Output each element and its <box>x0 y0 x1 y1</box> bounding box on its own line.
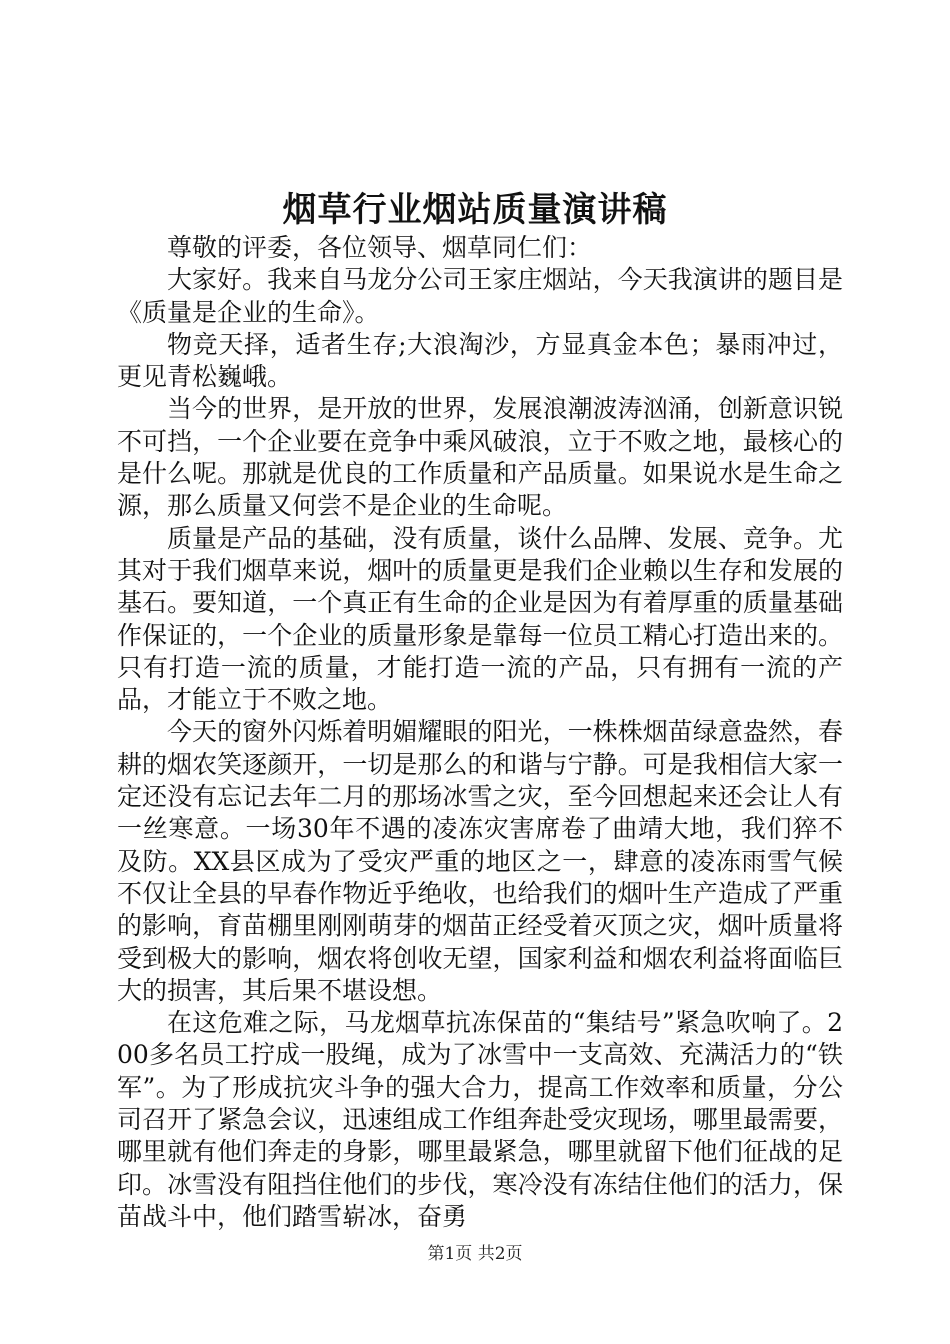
paragraph-intro: 大家好。我来自马龙分公司王家庄烟站，今天我演讲的题目是《质量是企业的生命》。 <box>117 265 843 327</box>
paragraph-disaster: 今天的窗外闪烁着明媚耀眼的阳光，一株株烟苗绿意盎然，春耕的烟农笑逐颜开，一切是那么的和谐与宁静。可是我相信大家一定还没有忘记去年二月的那场冰雪之灾，至今回想起来还会让人有一丝寒意。一场30年不遇的凌冻灾害席卷了曲靖大地，我们猝不及防。XX县区成为了受灾严重的地区之一，肆意的凌冻雨雪气候不仅让全县的早春作物近乎绝收，也给我们的烟叶生产造成了严重的影响，育苗棚里刚刚萌芽的烟苗正经受着灭顶之灾，烟叶质量将受到极大的影响，烟农将创收无望，国家利益和烟农利益将面临巨大的损害，其后果不堪设想。 <box>117 717 843 1005</box>
paragraph-salutation: 尊敬的评委，各位领导、烟草同仁们： <box>167 233 593 262</box>
paragraph-proverb: 物竞天择，适者生存;大浪淘沙，方显真金本色；暴雨冲过，更见青松巍峨。 <box>117 329 843 392</box>
document-body <box>117 232 843 1233</box>
page-number-footer: 第1页 共2页 <box>427 1244 523 1264</box>
paragraph-response: 在这危难之际，马龙烟草抗冻保苗的“集结号”紧急吹响了。200多名员工拧成一股绳，成为了冰雪中一支高效、充满活力的“铁军”。为了形成抗灾斗争的强大合力，提高工作效率和质量，分公司召开了紧急会议，迅速组成工作组奔赴受灾现场，哪里最需要，哪里就有他们奔走的身影，哪里最紧急，哪里就留下他们征战的足印。冰雪没有阻挡住他们的步伐，寒冷没有冻结住他们的活力，保苗战斗中，他们踏雪崭冰，奋勇 <box>117 1008 843 1231</box>
paragraph-quality-foundation: 质量是产品的基础，没有质量，谈什么品牌、发展、竞争。尤其对于我们烟草来说，烟叶的质量更是我们企业赖以生存和发展的基石。要知道，一个真正有生命的企业是因为有着厚重的质量基础作保证的，一个企业的质量形象是靠每一位员工精心打造出来的。只有打造一流的质量，才能打造一流的产品，只有拥有一流的产品，才能立于不败之地。 <box>117 523 843 715</box>
paragraph-world: 当今的世界，是开放的世界，发展浪潮波涛汹涌，创新意识锐不可挡，一个企业要在竞争中乘风破浪，立于不败之地，最核心的是什么呢。那就是优良的工作质量和产品质量。如果说水是生命之源，那么质量又何尝不是企业的生命呢。 <box>117 394 843 521</box>
page-title: 烟草行业烟站质量演讲稿 <box>282 190 668 230</box>
